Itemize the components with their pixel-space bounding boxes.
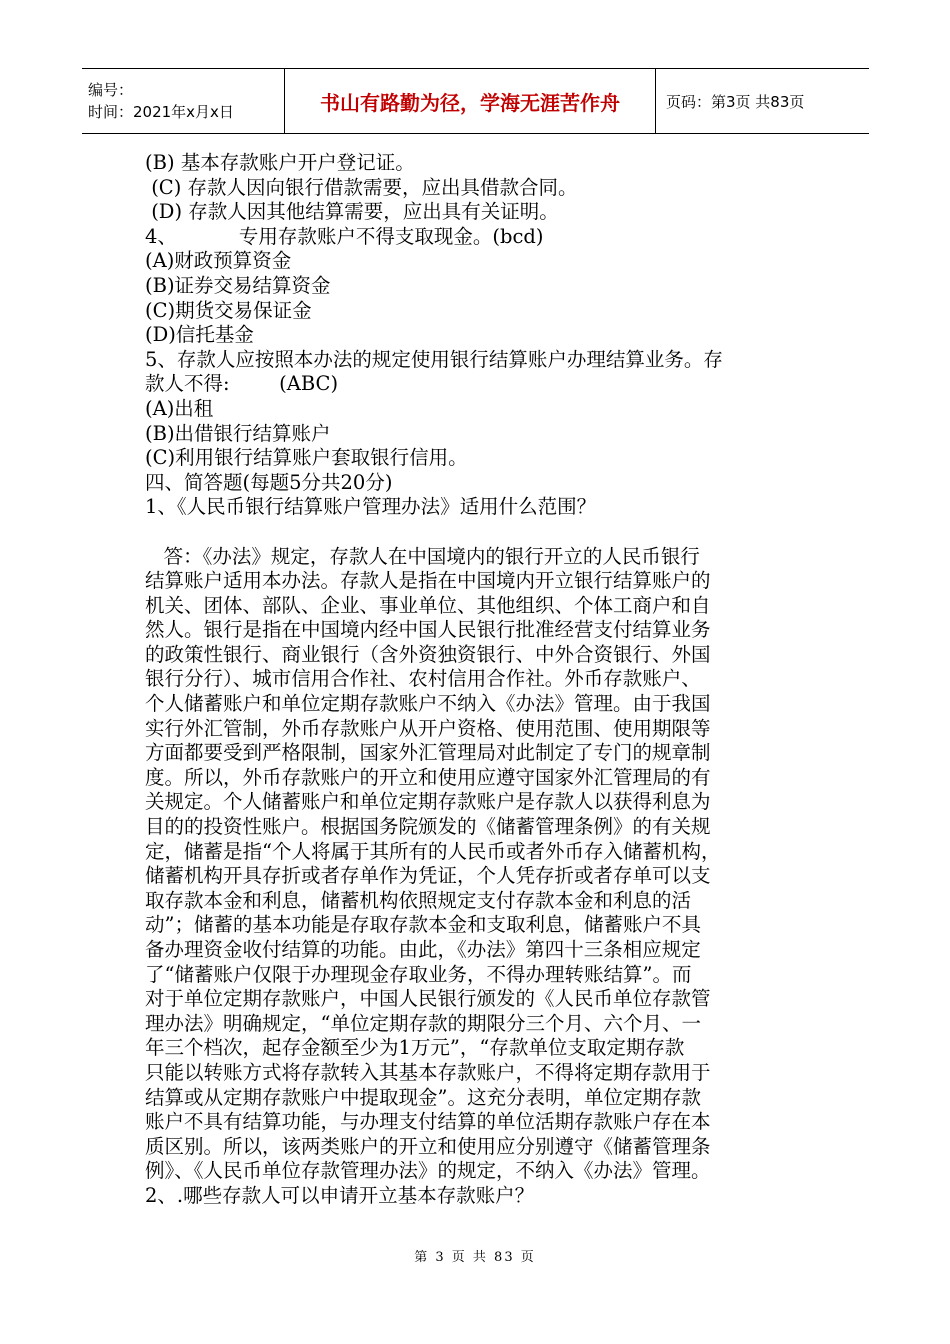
text-line: (B) 基本存款账户开户登记证。 [145, 151, 415, 174]
text-line: 4、 专用存款账户不得支取现金。(bcd) [145, 224, 544, 248]
text-line: 结算账户适用本办法。存款人是指在中国境内开立银行结算账户的 [145, 569, 711, 593]
text-line: 款人不得: (ABC) [145, 372, 339, 396]
text-line: 储蓄机构开具存折或者存单作为凭证，个人凭存折或者存单可以支 [145, 864, 711, 888]
text-line: (D)信托基金 [145, 323, 254, 347]
text-line: 年三个档次，起存金额至少为1万元”，“存款单位支取定期存款 [145, 1036, 685, 1060]
text-line: 动”；储蓄的基本功能是存取存款本金和支取利息，储蓄账户不具 [145, 913, 701, 937]
text-line: 理办法》明确规定，“单位定期存款的期限分三个月、六个月、一 [145, 1011, 701, 1035]
text-line: 实行外汇管制，外币存款账户从开户资格、使用范围、使用期限等 [145, 716, 711, 740]
text-line: 取存款本金和利息，储蓄机构依照规定支付存款本金和利息的活 [145, 888, 692, 912]
text-line: 了“储蓄账户仅限于办理现金存取业务，不得办理转账结算”。而 [145, 962, 692, 986]
text-line: 机关、团体、部队、企业、事业单位、其他组织、个体工商户和自 [145, 593, 711, 617]
text-line: 四、简答题(每题5分共20分) [145, 470, 393, 494]
text-line: (C) 存款人因向银行借款需要，应出具借款合同。 [145, 175, 578, 199]
text-line: 关规定。个人储蓄账户和单位定期存款账户是存款人以获得利息为 [145, 790, 711, 814]
page-label: 页码：第3页 共83页 [666, 92, 805, 111]
text-line: (A)出租 [145, 396, 214, 420]
text-line: (C)期货交易保证金 [145, 298, 312, 322]
text-line: 答：《办法》规定，存款人在中国境内的银行开立的人民币银行 [145, 544, 700, 568]
serial-label: 编号： [88, 81, 134, 99]
text-line: 5、存款人应按照本办法的规定使用银行结算账户办理结算业务。存 [145, 347, 723, 371]
page-header [82, 68, 869, 134]
motto-text: 书山有路勤为径，学海无涯苦作舟 [320, 90, 620, 115]
text-line: 的政策性银行、商业银行（含外资独资银行、中外合资银行、外国 [145, 642, 711, 666]
text-line: 个人储蓄账户和单位定期存款账户不纳入《办法》管理。由于我国 [145, 692, 711, 716]
text-line: (A)财政预算资金 [145, 249, 292, 273]
text-line: 度。所以，外币存款账户的开立和使用应遵守国家外汇管理局的有 [145, 765, 711, 789]
header-motto [284, 69, 656, 133]
text-line: 账户不具有结算功能，与办理支付结算的单位活期存款账户存在本 [145, 1110, 711, 1134]
text-line: 目的的投资性账户。根据国务院颁发的《储蓄管理条例》的有关规 [145, 815, 711, 839]
text-line: (B)出借银行结算账户 [145, 421, 331, 445]
text-line: 然人。银行是指在中国境内经中国人民银行批准经营支付结算业务 [145, 618, 711, 642]
text-line: 例》、《人民币单位存款管理办法》的规定，不纳入《办法》管理。 [145, 1159, 711, 1183]
text-line: 定，储蓄是指“个人将属于其所有的人民币或者外币存入储蓄机构， [145, 839, 721, 863]
page-footer: 第 3 页 共 83 页 [414, 1250, 536, 1265]
document-body [145, 151, 810, 1209]
text-line: 只能以转账方式将存款转入其基本存款账户，不得将定期存款用于 [145, 1060, 711, 1084]
text-line: 备办理资金收付结算的功能。由此，《办法》第四十三条相应规定 [145, 938, 701, 961]
text-line [145, 520, 810, 545]
text-line: 结算或从定期存款账户中提取现金”。这充分表明，单位定期存款 [145, 1085, 701, 1109]
text-line: 2、.哪些存款人可以申请开立基本存款账户？ [145, 1183, 535, 1207]
text-line: (B)证券交易结算资金 [145, 273, 331, 297]
text-line: 1、《人民币银行结算账户管理办法》适用什么范围？ [145, 495, 597, 519]
text-line: 对于单位定期存款账户，中国人民银行颁发的《人民币单位存款管 [145, 987, 711, 1011]
time-label: 时间：2021年x月x日 [88, 103, 234, 121]
text-line: 质区别。所以，该两类账户的开立和使用应分别遵守《储蓄管理条 [145, 1134, 711, 1158]
text-line: (C)利用银行结算账户套取银行信用。 [145, 446, 468, 470]
text-line: (D) 存款人因其他结算需要，应出具有关证明。 [145, 200, 559, 224]
header-page-number [656, 69, 869, 133]
text-line: 银行分行）、城市信用合作社、农村信用合作社。外币存款账户、 [145, 667, 701, 691]
header-meta [82, 69, 284, 133]
text-line: 方面都要受到严格限制，国家外汇管理局对此制定了专门的规章制 [145, 741, 711, 765]
